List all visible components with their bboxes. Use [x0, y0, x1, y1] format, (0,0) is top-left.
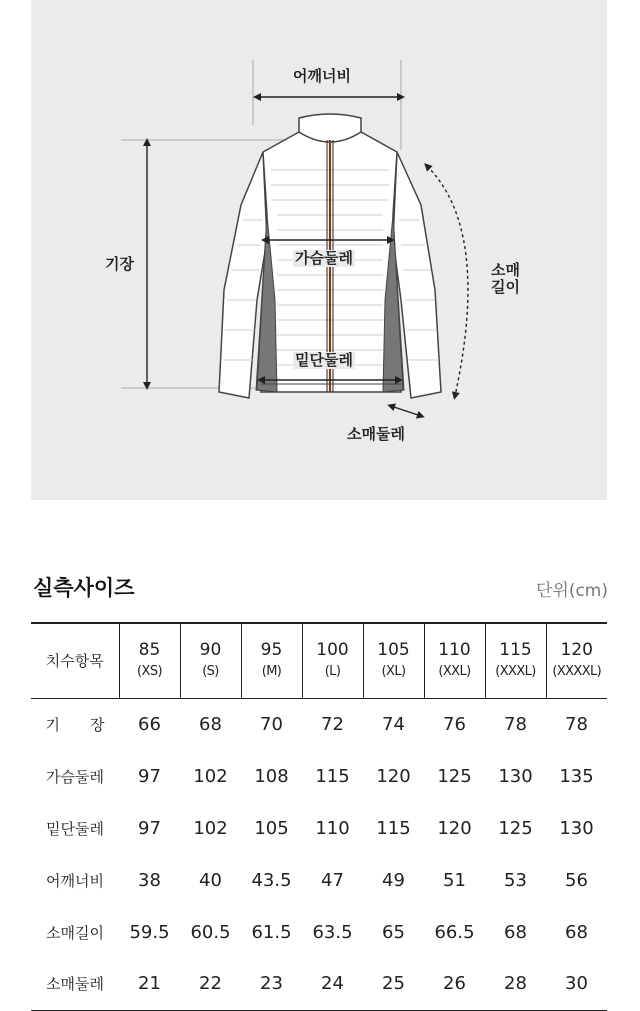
table-cell: 21: [119, 958, 180, 1010]
table-cell: 135: [559, 765, 594, 787]
table-cell: 65: [382, 921, 405, 943]
table-row: [31, 854, 607, 906]
table-cell: 60.5: [190, 921, 231, 943]
table-cell: 28: [485, 958, 546, 1010]
header-size: 95 (M): [241, 623, 302, 698]
measurement-diagram: [31, 0, 607, 500]
table-cell: 61.5: [251, 921, 292, 943]
table-cell: 72: [321, 713, 344, 735]
header-size: 110 (XXL): [424, 623, 485, 698]
header-size: 120 (XXXXL): [546, 623, 607, 698]
sleeve-length-label: 소매 길이: [491, 261, 520, 296]
table-cell: 43.5: [251, 869, 292, 891]
row-label: 어깨너비: [46, 871, 104, 890]
table-cell: 53: [504, 869, 527, 891]
table-cell: 105: [254, 817, 289, 839]
table-cell: 78: [504, 713, 527, 735]
header-size: 105 (XL): [363, 623, 424, 698]
table-cell: 63.5: [312, 921, 353, 943]
table-cell: 78: [565, 713, 588, 735]
table-cell: 120: [437, 817, 472, 839]
table-cell: 110: [315, 817, 350, 839]
table-cell: 120: [376, 765, 411, 787]
table-cell: 74: [382, 713, 405, 735]
table-cell: 49: [382, 869, 405, 891]
row-label: 밑단둘레: [46, 819, 104, 838]
table-cell: 125: [498, 817, 533, 839]
table-cell: 56: [565, 869, 588, 891]
table-cell: 38: [138, 869, 161, 891]
cuff-label: 소매둘레: [347, 425, 405, 443]
table-cell: 30: [546, 958, 607, 1010]
header-size: 85 (XS): [119, 623, 180, 698]
table-cell: 115: [376, 817, 411, 839]
table-header-row: [31, 623, 607, 698]
table-cell: 66.5: [434, 921, 475, 943]
length-label: 기장: [105, 255, 134, 273]
chest-label: 가슴둘레: [295, 249, 353, 267]
table-row: [31, 906, 607, 958]
table-cell: 97: [138, 817, 161, 839]
unit-label: 단위(cm): [535, 581, 608, 601]
row-label: 가슴둘레: [46, 767, 104, 786]
table-cell: 97: [138, 765, 161, 787]
row-label: 소매둘레: [31, 958, 119, 1010]
table-cell: 125: [437, 765, 472, 787]
table-cell: 26: [424, 958, 485, 1010]
table-cell: 130: [559, 817, 594, 839]
size-table: [31, 622, 607, 1011]
table-cell: 68: [565, 921, 588, 943]
shoulder-width-label: 어깨너비: [293, 67, 351, 85]
table-cell: 68: [199, 713, 222, 735]
row-label: 기 장: [45, 715, 105, 734]
table-cell: 23: [241, 958, 302, 1010]
table-cell: 25: [363, 958, 424, 1010]
header-size: 115 (XXXL): [485, 623, 546, 698]
page-title: 실측사이즈: [33, 576, 135, 600]
header-size: 100 (L): [302, 623, 363, 698]
table-row: [31, 750, 607, 802]
table-cell: 47: [321, 869, 344, 891]
table-cell: 66: [138, 713, 161, 735]
table-cell: 68: [504, 921, 527, 943]
row-label: 소매길이: [46, 923, 104, 942]
table-cell: 76: [443, 713, 466, 735]
header-size: 90 (S): [180, 623, 241, 698]
table-cell: 130: [498, 765, 533, 787]
table-cell: 40: [199, 869, 222, 891]
table-cell: 70: [260, 713, 283, 735]
table-row: [31, 958, 607, 1010]
table-cell: 22: [180, 958, 241, 1010]
header-corner: 치수항목: [31, 623, 119, 698]
table-row: [31, 802, 607, 854]
table-cell: 24: [302, 958, 363, 1010]
table-cell: 51: [443, 869, 466, 891]
table-cell: 102: [193, 817, 228, 839]
table-cell: 102: [193, 765, 228, 787]
table-cell: 59.5: [129, 921, 170, 943]
table-cell: 108: [254, 765, 289, 787]
table-cell: 115: [315, 765, 350, 787]
hem-label: 밑단둘레: [295, 351, 353, 369]
table-row: [31, 698, 607, 750]
